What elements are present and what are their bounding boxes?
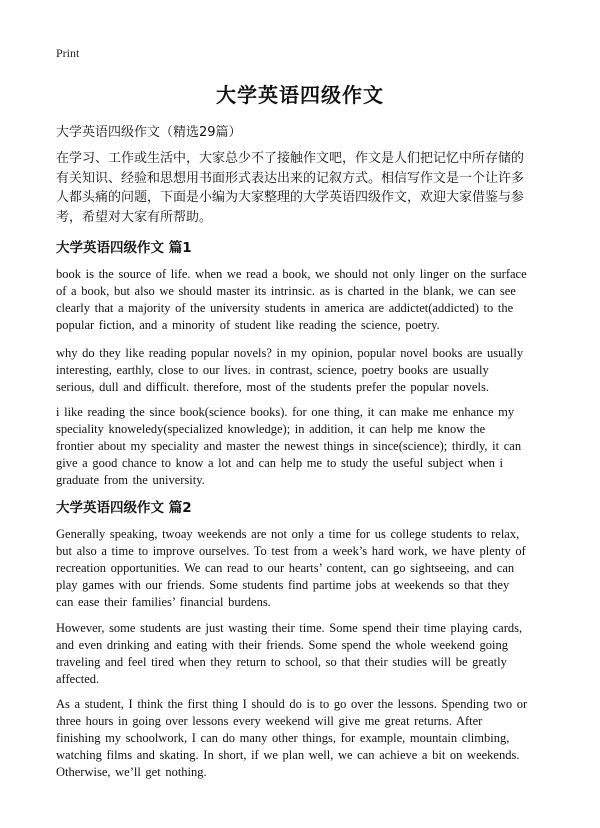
intro-line: 人都头痛的问题，下面是小编为大家整理的大学英语四级作文，欢迎大家借鉴与参	[56, 190, 525, 205]
text-line: However, some students are just wasting their time. Some spend their time playing cards,	[56, 621, 523, 635]
text-line: i like reading the since book(science books). for one thing, it can make me enhance my	[56, 405, 515, 419]
text-line: popular fiction, and a minority of student like reading the science, poetry.	[56, 318, 440, 332]
text-line: affected.	[56, 672, 100, 686]
section-2-paragraph-1	[56, 526, 550, 611]
print-label: Print	[56, 46, 80, 60]
text-line: why do they like reading popular novels? in my opinion, popular novel books are usually	[56, 346, 524, 360]
text-line: watching films and skating. In short, if we plan well, we can achieve a bit on weekends.	[56, 748, 520, 762]
intro-paragraph	[56, 149, 546, 227]
section-2-paragraph-3	[56, 696, 550, 781]
text-line: graduate from the university.	[56, 473, 205, 487]
intro-line: 在学习、工作或生活中，大家总少不了接触作文吧，作文是人们把记忆中所存储的	[56, 151, 525, 166]
text-line: book is the source of life. when we read a book, we should not only linger on the surface	[56, 267, 527, 281]
text-line: traveling and feel tired when they return to school, so that their studies will be greatly	[56, 655, 507, 669]
section-heading-1: 大学英语四级作文 篇1	[56, 240, 192, 256]
document-subtitle: 大学英语四级作文（精选29篇）	[56, 125, 242, 140]
document-title: 大学英语四级作文	[216, 83, 384, 107]
text-line: give a good chance to know a lot and can help me to study the useful subject when i	[56, 456, 504, 470]
intro-line: 考，希望对大家有所帮助。	[56, 209, 213, 225]
text-line: speciality knoweledy(specialized knowledge); in addition, it can help me know the	[56, 422, 486, 436]
text-line: serious, dull and difficult. therefore, most of the students prefer the popular novels.	[56, 380, 489, 394]
text-line: Generally speaking, twoay weekends are not only a time for us college students to relax,	[56, 527, 520, 541]
text-line: As a student, I think the first thing I should do is to go over the lessons. Spending two or	[56, 697, 528, 711]
section-2-paragraph-2	[56, 620, 550, 688]
section-heading-2: 大学英语四级作文 篇2	[56, 500, 192, 516]
text-line: finishing my schoolwork, I can do many other things, for example, mountain climbing,	[56, 731, 510, 745]
section-1-paragraph-1	[56, 266, 550, 334]
text-line: frontier about my speciality and master the newest things in since(science); thirdly, it can	[56, 439, 522, 453]
text-line: of a book, but also we should master its intrinsic. as is charted in the blank, we can see	[56, 284, 516, 298]
section-1-paragraph-2	[56, 345, 550, 396]
text-line: clearly that a majority of the university students in america are addictet(addicted) to the	[56, 301, 514, 315]
text-line: three hours in going over lessons every weekend will give me great returns. After	[56, 714, 483, 728]
section-1-paragraph-3	[56, 404, 550, 489]
text-line: play games with our friends. Some students find partime jobs at weekends so that they	[56, 578, 510, 592]
text-line: Otherwise, we’ll get nothing.	[56, 765, 207, 779]
text-line: recreation opportunities. We can read to our hearts’ content, can go sightseeing, and can	[56, 561, 515, 575]
text-line: interesting, earthly, close to our lives. in contrast, science, poetry books are usually	[56, 363, 489, 377]
text-line: and even drinking and eating with their friends. Some spend the whole weekend going	[56, 638, 509, 652]
text-line: but also a time to improve ourselves. To test from a week’s hard work, we have plenty of	[56, 544, 526, 558]
intro-line: 有关知识、经验和思想用书面形式表达出来的记叙方式。相信写作文是一个让许多	[56, 170, 525, 186]
text-line: can ease their families’ financial burdens.	[56, 595, 271, 609]
